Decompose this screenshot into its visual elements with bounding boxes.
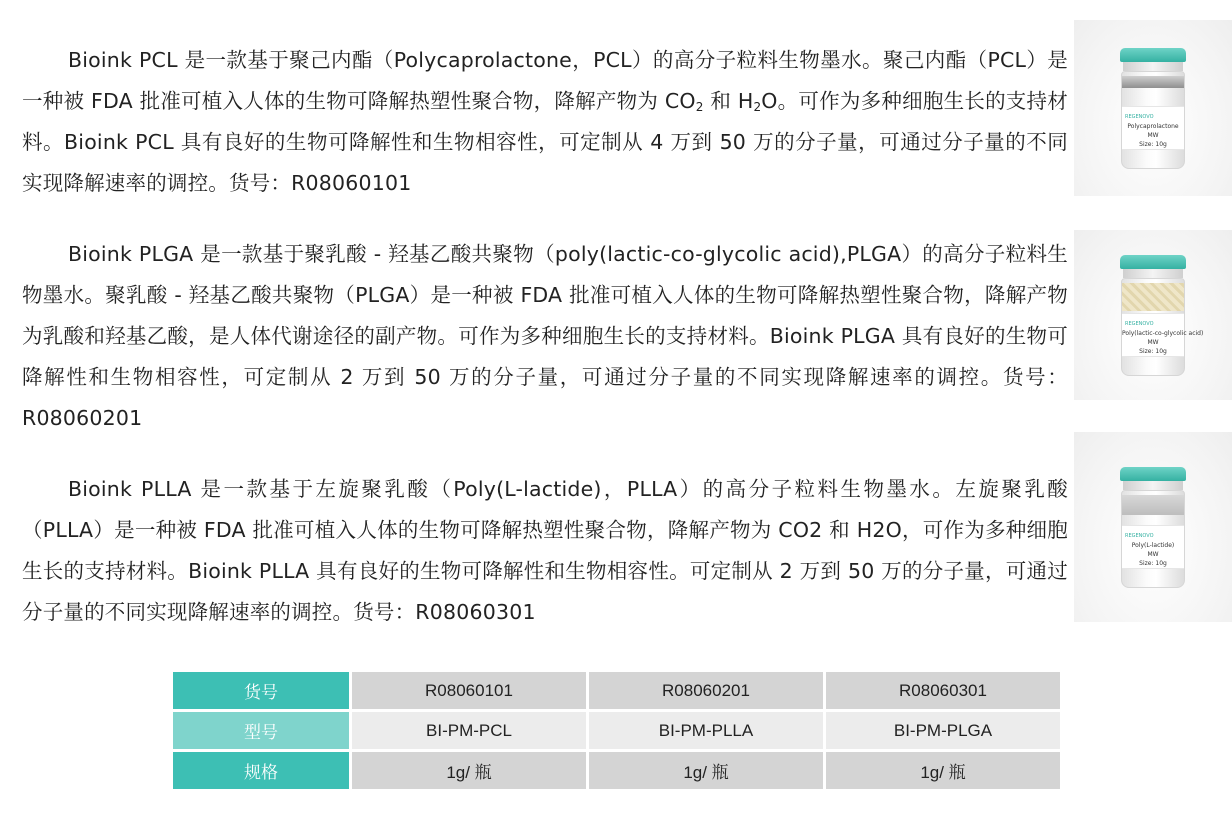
vial-label xyxy=(1122,313,1204,357)
table-cell: 1g/ 瓶 xyxy=(826,752,1060,789)
product-image-plla xyxy=(1074,432,1232,622)
pcl-text-mid: 和 H xyxy=(703,89,754,113)
vial-cap xyxy=(1120,48,1186,62)
vial-cap xyxy=(1120,255,1186,269)
vial-label xyxy=(1122,106,1184,150)
pcl-text-part2: O。可作为多种细胞生长的支持材料。Bioink PCL 具有良好的生物可降解性和生物相容性，可定制从 4 万到 50 万的分子量，可通过分子量的不同实现降解速率的调控。货号：R08060101 xyxy=(22,89,1068,195)
table-cell: R08060201 xyxy=(589,672,823,709)
co2-subscript: 2 xyxy=(695,100,704,114)
vial-label-mw: MW xyxy=(1147,131,1159,139)
product-description-pcl xyxy=(22,40,1068,204)
vial-image xyxy=(1121,255,1204,376)
table-cell: R08060301 xyxy=(826,672,1060,709)
spec-table xyxy=(170,669,1063,792)
vial-brand-logo: REGENOVO xyxy=(1125,532,1154,539)
vial-cap xyxy=(1120,467,1186,481)
vial-label-size: Size: 10g xyxy=(1139,347,1167,355)
vial-brand-logo: REGENOVO xyxy=(1125,113,1154,120)
vial-image xyxy=(1121,48,1185,169)
vial-label-size: Size: 10g xyxy=(1139,140,1167,148)
product-image-pcl xyxy=(1074,20,1232,196)
product-image-plga xyxy=(1074,230,1232,400)
vial-label-mw: MW xyxy=(1147,338,1159,346)
plla-text: Bioink PLLA 是一款基于左旋聚乳酸（Poly(L-lactide)，PLLA）的高分子粒料生物墨水。左旋聚乳酸（PLLA）是一种被 FDA 批准可植入人体的生物可降解热塑性聚合物，降解产物为 CO2 和 H2O，可作为多种细胞生长的支持材料。Bioink PLLA 具有良好的生物可降解性和生物相容性。可定制从 2 万到 50 万的分子量，可通过分子量的不同实现降解速率的调控。货号：R08060301 xyxy=(22,477,1068,624)
table-cell: 1g/ 瓶 xyxy=(352,752,586,789)
vial-label-name: Poly(lactic-co-glycolic acid) xyxy=(1122,329,1204,337)
plga-text: Bioink PLGA 是一款基于聚乳酸 - 羟基乙酸共聚物（poly(lactic-co-glycolic acid),PLGA）的高分子粒料生物墨水。聚乳酸 - 羟基乙酸共聚物（PLGA）是一种被 FDA 批准可植入人体的生物可降解热塑性聚合物，降解产物为乳酸和羟基乙酸，是人体代谢途径的副产物。可作为多种细胞生长的支持材料。Bioink PLGA 具有良好的生物可降解性和生物相容性，可定制从 2 万到 50 万的分子量，可通过分子量的不同实现降解速率的调控。货号：R08060201 xyxy=(22,242,1068,430)
table-cell: 1g/ 瓶 xyxy=(589,752,823,789)
table-row xyxy=(173,672,1060,709)
table-row xyxy=(173,712,1060,749)
vial-brand-logo: REGENOVO xyxy=(1125,320,1154,327)
table-cell: R08060101 xyxy=(352,672,586,709)
vial-label-size: Size: 10g xyxy=(1139,559,1167,567)
row-header-spec: 规格 xyxy=(173,752,349,789)
product-description-plga xyxy=(22,234,1068,439)
row-header-model: 型号 xyxy=(173,712,349,749)
vial-label-name: Poly(L-lactide) xyxy=(1131,541,1175,549)
row-header-catalog-number: 货号 xyxy=(173,672,349,709)
h2o-subscript: 2 xyxy=(753,100,762,114)
pcl-text-part1: Bioink PCL 是一款基于聚己内酯（Polycaprolactone，PCL）的高分子粒料生物墨水。聚己内酯（PCL）是一种被 FDA 批准可植入人体的生物可降解热塑性聚合物，降解产物为 CO xyxy=(22,48,1068,113)
table-cell: BI-PM-PLGA xyxy=(826,712,1060,749)
product-description-plla xyxy=(22,469,1068,633)
table-cell: BI-PM-PLLA xyxy=(589,712,823,749)
vial-label xyxy=(1122,525,1184,569)
vial-label-name: Polycaprolactone xyxy=(1127,122,1179,130)
table-cell: BI-PM-PCL xyxy=(352,712,586,749)
vial-image xyxy=(1121,467,1185,588)
vial-label-mw: MW xyxy=(1147,550,1159,558)
table-row xyxy=(173,752,1060,789)
